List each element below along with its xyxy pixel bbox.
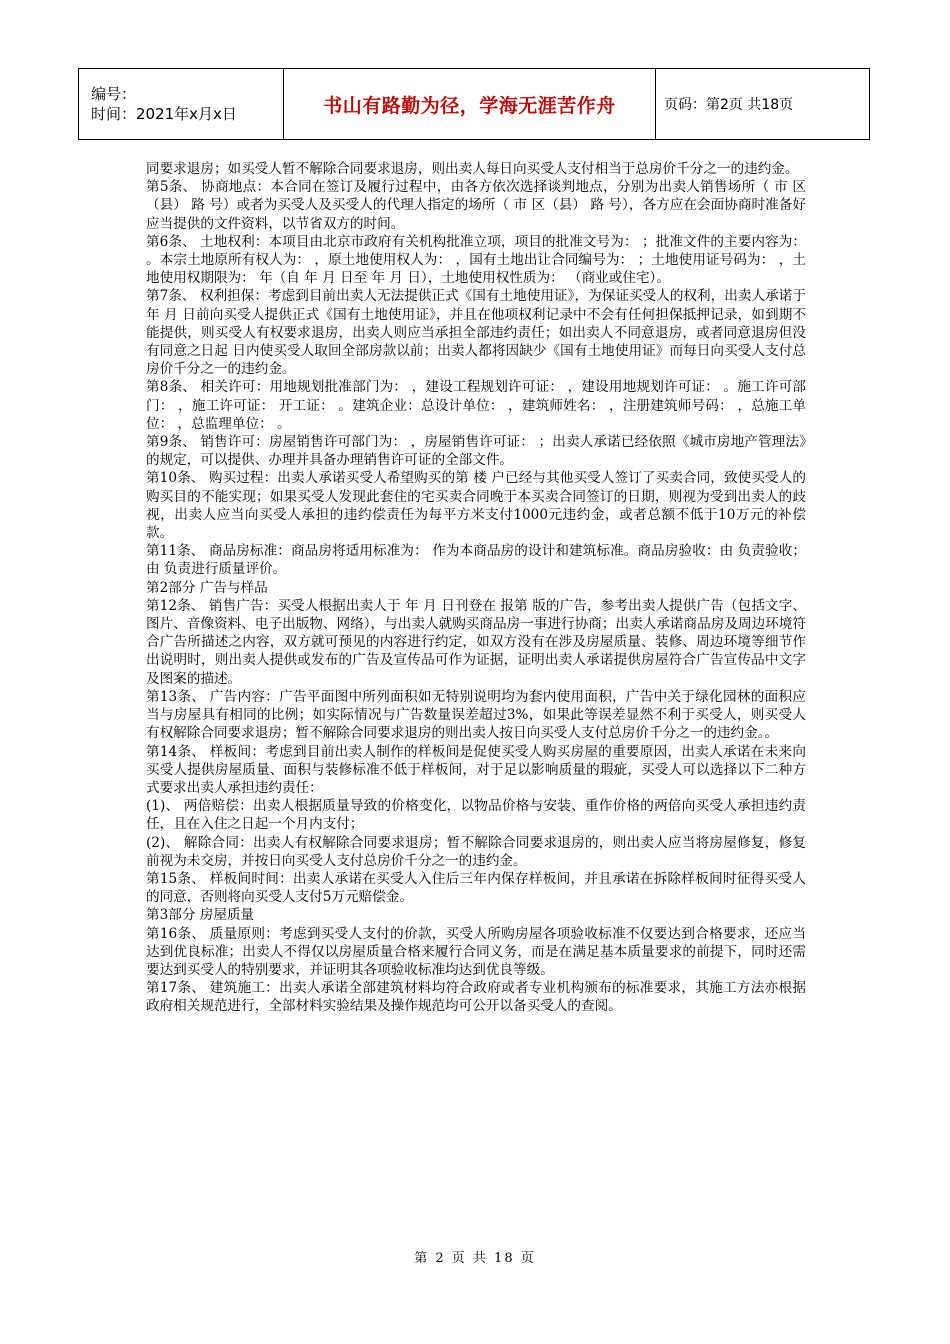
paragraph: 第13条、 广告内容：广告平面图中所列面积如无特别说明均为套内使用面积，广告中关于绿化园林的面积应当与房屋具有相同的比例；如实际情况与广告数量误差超过3%，如果此等误差显然不利于买受人，则买受人有权解除合同要求退房；暂不解除合同要求退房的则出卖人按日向买受人支付总房价千分之一的违约金。。 (146, 688, 806, 742)
paragraph: 第15条、 样板间时间：出卖人承诺在买受人入住后三年内保存样板间，并且承诺在拆除样板间时征得买受人的同意，否则将向买受人支付5万元赔偿金。 (146, 870, 806, 906)
document-number-label: 编号： (91, 85, 137, 103)
paragraph: 第14条、 样板间：考虑到目前出卖人制作的样板间是促使买受人购买房屋的重要原因，出卖人承诺在未来向买受人提供房屋质量、面积与装修标准不低于样板间，对于足以影响质量的瑕疵，买受人可以选择以下二种方式要求出卖人承担违约责任： (146, 743, 806, 796)
header-motto-cell (284, 69, 656, 139)
document-header (78, 68, 870, 140)
paragraph: 第17条、 建筑施工：出卖人承诺全部建筑材料均符合政府或者专业机构颁布的标准要求，其施工方法亦根据政府相关规范进行，全部材料实验结果及操作规范均可公开以备买受人的查阅。 (146, 980, 806, 1015)
paragraph: 同要求退房；如买受人暂不解除合同要求退房，则出卖人每日向买受人支付相当于总房价千分之一的违约金。 (146, 161, 799, 177)
paragraph: 第11条、 商品房标准：商品房将适用标准为： 作为本商品房的设计和建筑标准。商品房验收：由 负责验收；由 负责进行质量评价。 (146, 543, 806, 578)
paragraph: 第8条、 相关许可：用地规划批准部门为： ，建设工程规划许可证： ，建设用地规划许可证： 。施工许可部门： ，施工许可证： 开工证： 。建筑企业：总设计单位： ，建筑师姓名： ，注册建筑师号码： ，总施工单位： ，总监理单位： 。 (146, 379, 806, 432)
paragraph: (1)、 两倍赔偿：出卖人根据质量导致的价格变化，以物品价格与安装、重作价格的两倍向买受人承担违约责任，且在入住之日起一个月内支付； (146, 798, 806, 833)
paragraph: (2)、 解除合同：出卖人有权解除合同要求退房；暂不解除合同要求退房的，则出卖人应当将房屋修复，修复前视为未交房，并按日向买受人支付总房价千分之一的违约金。 (146, 834, 806, 869)
document-time-label: 时间：2021年x月x日 (91, 105, 237, 123)
header-meta-cell (79, 69, 284, 139)
paragraph: 第6条、 土地权利：本项目由北京市政府有关机构批准立项，项目的批准文号为： ；批准文件的主要内容为： 。本宗土地原所有权人为： ，原土地使用权人为： ，国有土地出让合同编号为： ；土地使用证号码为： ，土地使用权期限为： 年（自 年 月 日至 年 月 日），土地使用权性质为： （商业或住宅）。 (146, 233, 806, 287)
page-footer: 第 2 页 共 18 页 (414, 1251, 536, 1266)
header-motto: 书山有路勤为径，学海无涯苦作舟 (323, 94, 616, 117)
section-heading: 第2部分 广告与样品 (146, 579, 268, 596)
paragraph: 第5条、 协商地点：本合同在签订及履行过程中，由各方依次选择谈判地点，分别为出卖人销售场所（ 市 区（县） 路 号）或者为买受人及买受人的代理人指定的场所（ 市 区（县） 路 号），各方应在会面协商时准备好应当提供的文件资料，以节省双方的时间。 (146, 179, 806, 232)
document-body (146, 160, 806, 1016)
paragraph: 第16条、 质量原则：考虑到买受人支付的价款，买受人所购房屋各项验收标准不仅要达到合格要求，还应当达到优良标准；出卖人不得仅以房屋质量合格来履行合同义务，而是在满足基本质量要求的前提下，同时还需要达到买受人的特别要求，并证明其各项验收标准均达到优良等级。 (146, 925, 806, 978)
paragraph: 第9条、 销售许可：房屋销售许可部门为： ，房屋销售许可证： ；出卖人承诺已经依照《城市房地产管理法》的规定，可以提供、办理并具备办理销售许可证的全部文件。 (146, 434, 806, 469)
header-page-cell (656, 69, 869, 139)
paragraph: 第7条、 权利担保：考虑到目前出卖人无法提供正式《国有土地使用证》，为保证买受人的权利，出卖人承诺于 年 月 日前向买受人提供正式《国有土地使用证》，并且在他项权利记录中不会有任何担保抵押记录，如到期不能提供，则买受人有权要求退房，出卖人则应当承担全部违约责任；如出卖人不同意退房，或者同意退房但没有同意之日起 日内使买受人取回全部房款以前；出卖人都将因缺少《国有土地使用证》而每日向买受人支付总房价千分之一的违约金。 (146, 288, 806, 378)
paragraph: 第10条、 购买过程：出卖人承诺买受人希望购买的第 楼 户已经与其他买受人签订了买卖合同，致使买受人的购买目的不能实现；如果买受人发现此套住的宅买卖合同晚于本买卖合同签订的日期，则视为受到出卖人的歧视，出卖人应当向买受人承担的违约偿责任为每平方米支付1000元违约金，或者总额不低于10万元的补偿款。 (146, 470, 806, 542)
header-page-number: 页码：第2页 共18页 (664, 97, 794, 113)
section-heading: 第3部分 房屋质量 (146, 907, 255, 924)
paragraph: 第12条、 销售广告：买受人根据出卖人于 年 月 日刊登在 报第 版的广告，参考出卖人提供广告（包括文字、图片、音像资料、电子出版物、网络），与出卖人就购买商品房一事进行协商；出卖人承诺商品房及周边环境符合广告所描述之内容，双方就可预见的内容进行约定，如双方没有在涉及房屋质量、装修、周边环境等细节作出说明时，则出卖人提供或发布的广告及宣传品可作为证据，证明出卖人承诺提供房屋符合广告宣传品中文字及图案的描述。 (146, 597, 806, 687)
